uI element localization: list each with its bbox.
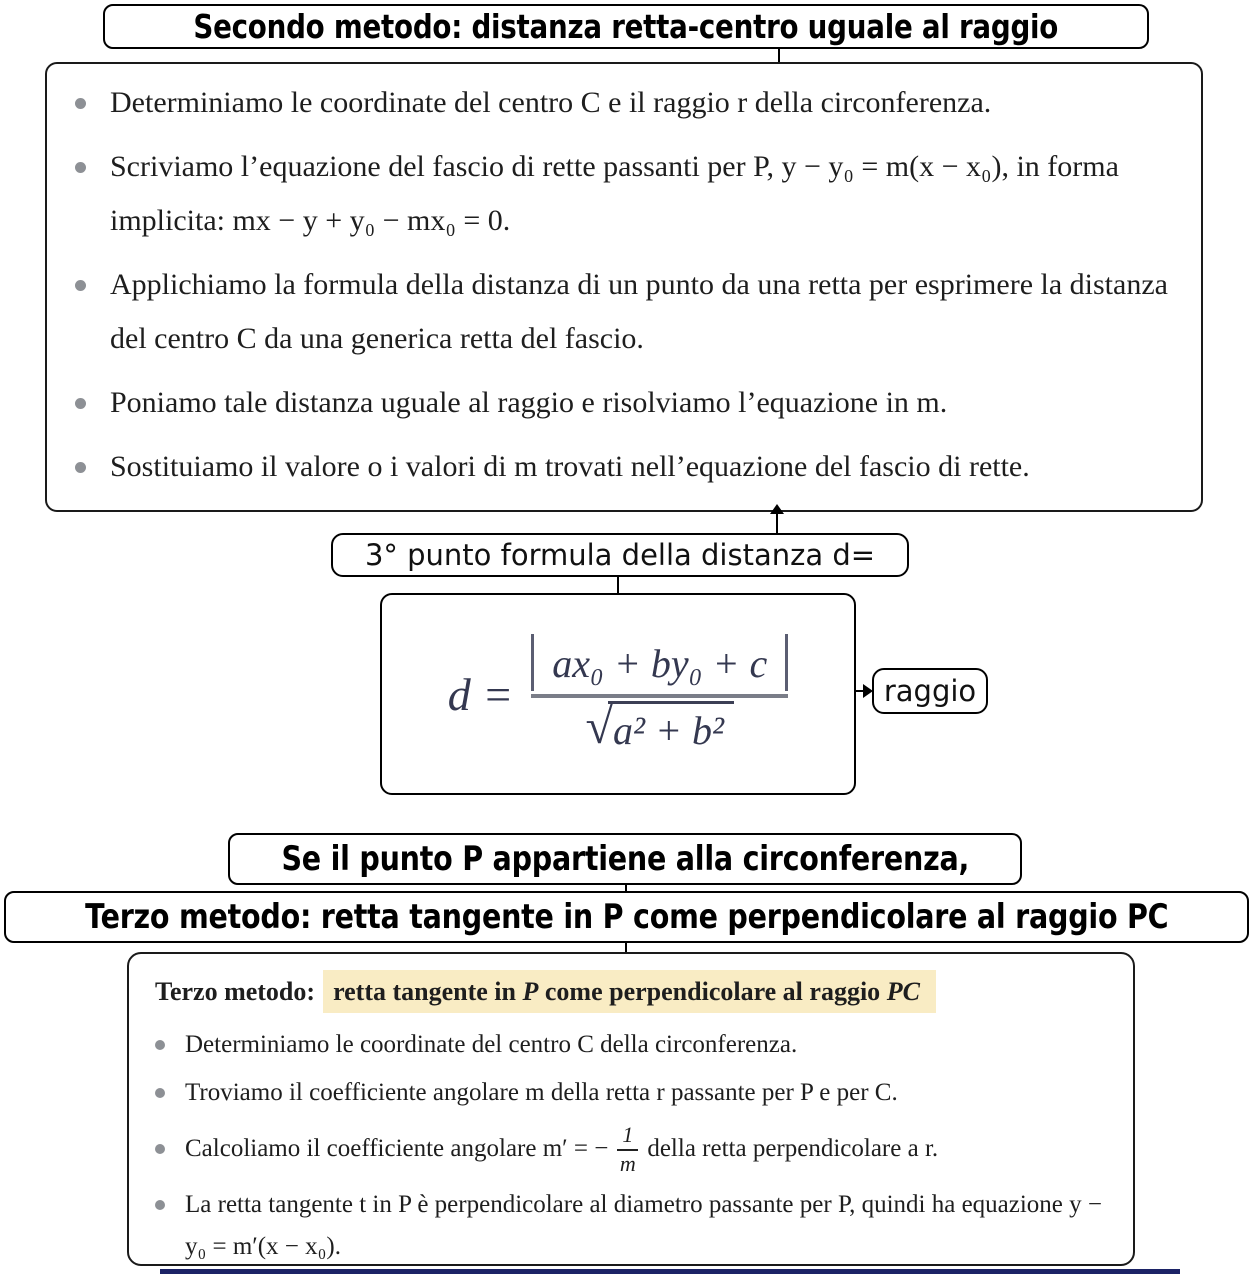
step-text: Determiniamo le coordinate del centro C e il raggio r della circonferenza. xyxy=(110,86,992,119)
node-raggio-label: raggio xyxy=(883,673,977,708)
list-item xyxy=(153,1184,1113,1266)
fraction-denominator: m xyxy=(619,1150,636,1176)
distance-formula-box[interactable] xyxy=(380,593,856,795)
connector-line xyxy=(625,943,627,952)
formula-fraction xyxy=(531,634,788,754)
step-text: Applichiamo la formula della distanza di un punto da una retta per esprimere la distanza del centro C da una generica retta del fascio. xyxy=(110,268,1168,355)
node-raggio[interactable] xyxy=(872,668,988,714)
step-text: della retta perpendicolare a r. xyxy=(647,1135,939,1162)
arrowhead-up-icon xyxy=(770,504,784,514)
bullet-icon xyxy=(75,98,86,109)
formula-lhs: d = xyxy=(447,668,514,720)
header-var: P xyxy=(522,977,539,1006)
method3-header xyxy=(155,972,1113,1012)
list-item xyxy=(61,376,1175,430)
connector-line xyxy=(776,514,778,533)
node-title-secondo-metodo-label: Secondo metodo: distanza retta-centro uguale al raggio xyxy=(193,7,1059,46)
radical-sign: √ xyxy=(585,698,613,754)
node-condition-punto-appartiene[interactable] xyxy=(228,833,1022,885)
fraction-bar xyxy=(531,694,788,698)
list-item xyxy=(61,140,1175,248)
bullet-icon xyxy=(75,162,86,173)
list-item xyxy=(61,76,1175,130)
bullet-icon xyxy=(155,1200,165,1210)
header-text: retta tangente in xyxy=(333,977,523,1006)
node-condition-label: Se il punto P appartiene alla circonferenza, xyxy=(281,839,969,879)
method3-steps-box[interactable] xyxy=(127,952,1135,1266)
connector-line xyxy=(778,49,780,62)
method3-header-label: Terzo metodo: xyxy=(155,977,316,1006)
step-text: Poniamo tale distanza uguale al raggio e risolviamo l’equazione in m. xyxy=(110,386,948,419)
step-text: Determiniamo le coordinate del centro C della circonferenza. xyxy=(185,1031,798,1058)
node-title-terzo-metodo-label: Terzo metodo: retta tangente in P come perpendicolare al raggio PC xyxy=(84,897,1169,937)
list-item xyxy=(153,1024,1113,1066)
distance-formula xyxy=(382,595,854,793)
node-title-secondo-metodo[interactable] xyxy=(103,4,1149,49)
method2-steps-box[interactable] xyxy=(45,62,1203,512)
step-text: Calcoliamo il coefficiente angolare m′ = − xyxy=(185,1135,609,1162)
step-text-with-fraction xyxy=(185,1120,938,1178)
list-item xyxy=(153,1072,1113,1114)
node-title-terzo-metodo[interactable] xyxy=(4,891,1249,943)
formula-numerator-abs: ax₀ + by₀ + c xyxy=(531,634,788,691)
step-text: La retta tangente t in P è perpendicolare al diametro passante per P, quindi ha equazione y − y₀ = m′(x − x₀). xyxy=(185,1191,1103,1260)
scan-bottom-strip xyxy=(160,1269,1180,1274)
bullet-icon xyxy=(155,1088,165,1098)
bullet-icon xyxy=(155,1040,165,1050)
step-text: Scriviamo l’equazione del fascio di rette passanti per P, y − y₀ = m(x − x₀), in forma implicita: mx − y + y₀ − mx₀ = 0. xyxy=(110,150,1119,237)
list-item xyxy=(61,258,1175,366)
inline-fraction xyxy=(617,1122,638,1176)
header-var: PC xyxy=(886,977,920,1006)
connector-line xyxy=(617,577,619,593)
bullet-icon xyxy=(75,398,86,409)
formula-denominator xyxy=(586,699,734,754)
list-item xyxy=(153,1120,1113,1178)
radicand: a² + b² xyxy=(608,701,734,754)
fraction-numerator: 1 xyxy=(617,1122,638,1150)
header-text: come perpendicolare al raggio xyxy=(538,977,887,1006)
node-distance-formula-text: 3° punto formula della distanza d= xyxy=(364,537,876,572)
list-item xyxy=(61,440,1175,494)
bullet-icon xyxy=(155,1144,165,1154)
bullet-icon xyxy=(75,280,86,291)
bullet-icon xyxy=(75,462,86,473)
step-text: Troviamo il coefficiente angolare m della retta r passante per P e per C. xyxy=(185,1079,898,1106)
method3-header-highlight xyxy=(323,970,936,1013)
node-distance-formula-label[interactable] xyxy=(331,533,909,577)
step-text: Sostituiamo il valore o i valori di m trovati nell’equazione del fascio di rette. xyxy=(110,450,1030,483)
